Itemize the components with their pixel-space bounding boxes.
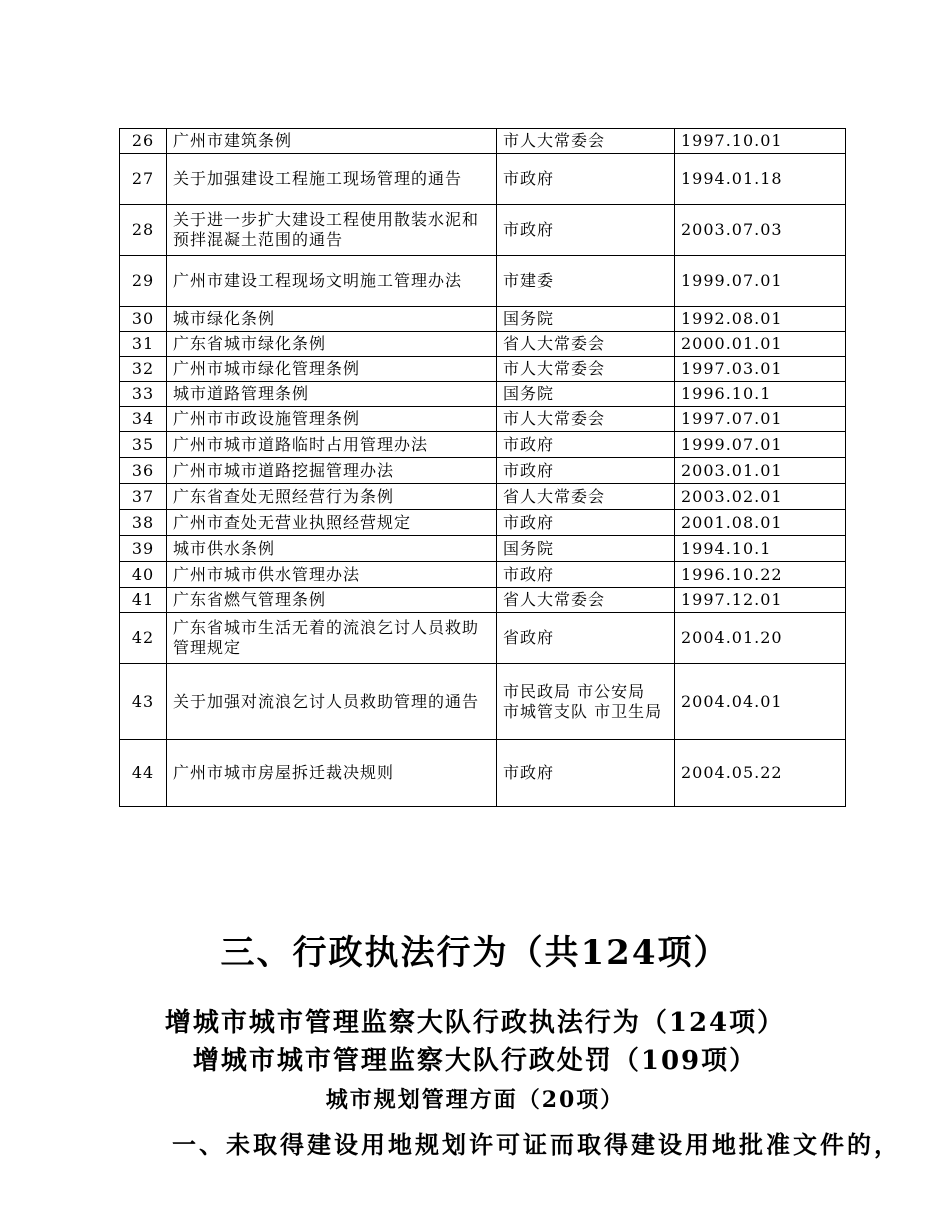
regulation-name: 城市道路管理条例 [167,382,497,407]
row-number: 41 [120,588,167,613]
issuing-authority: 省政府 [497,613,675,664]
section-heading: 三、行政执法行为（共124项） [220,933,730,973]
effective-date: 2004.01.20 [675,613,846,664]
issuing-authority: 市人大常委会 [497,407,675,432]
effective-date: 1999.07.01 [675,432,846,458]
issuing-authority: 市人大常委会 [497,129,675,154]
regulation-name: 关于加强对流浪乞讨人员救助管理的通告 [167,664,497,740]
regulation-name: 广州市市政设施管理条例 [167,407,497,432]
issuing-authority: 省人大常委会 [497,588,675,613]
table-row [120,458,846,484]
table-row [120,332,846,357]
table-row [120,407,846,432]
row-number: 32 [120,357,167,382]
table-row [120,613,846,664]
regulation-name: 广州市建设工程现场文明施工管理办法 [167,256,497,307]
issuing-authority: 市人大常委会 [497,357,675,382]
row-number: 26 [120,129,167,154]
row-number: 29 [120,256,167,307]
effective-date: 1999.07.01 [675,256,846,307]
regulation-name: 广州市城市绿化管理条例 [167,357,497,382]
row-number: 35 [120,432,167,458]
row-number: 40 [120,562,167,588]
issuing-authority: 省人大常委会 [497,484,675,510]
row-number: 42 [120,613,167,664]
row-number: 34 [120,407,167,432]
table-row [120,129,846,154]
table-row [120,256,846,307]
effective-date: 2004.04.01 [675,664,846,740]
table-row [120,740,846,807]
issuing-authority: 市民政局 市公安局 市城管支队 市卫生局 [497,664,675,740]
effective-date: 1994.10.1 [675,536,846,562]
row-number: 28 [120,205,167,256]
table-row [120,205,846,256]
row-number: 44 [120,740,167,807]
issuing-authority: 省人大常委会 [497,332,675,357]
row-number: 36 [120,458,167,484]
regulations-table [119,128,846,807]
regulation-name: 广州市城市道路临时占用管理办法 [167,432,497,458]
effective-date: 1994.01.18 [675,154,846,205]
regulation-name: 广州市城市道路挖掘管理办法 [167,458,497,484]
effective-date: 2001.08.01 [675,510,846,536]
clause-text: 一、未取得建设用地规划许可证而取得建设用地批准文件的， [172,1130,901,1159]
row-number: 43 [120,664,167,740]
regulation-name: 城市绿化条例 [167,307,497,332]
regulation-name: 广东省城市绿化条例 [167,332,497,357]
effective-date: 1997.12.01 [675,588,846,613]
effective-date: 1996.10.22 [675,562,846,588]
effective-date: 1997.07.01 [675,407,846,432]
table-row [120,484,846,510]
table-row [120,536,846,562]
regulation-name: 广东省城市生活无着的流浪乞讨人员救助管理规定 [167,613,497,664]
effective-date: 1992.08.01 [675,307,846,332]
subheading-penalties: 增城市城市管理监察大队行政处罚（109项） [192,1046,758,1076]
effective-date: 1997.03.01 [675,357,846,382]
issuing-authority: 市政府 [497,562,675,588]
issuing-authority: 市政府 [497,432,675,458]
regulation-name: 广州市城市房屋拆迁裁决规则 [167,740,497,807]
regulation-name: 广东省燃气管理条例 [167,588,497,613]
category-heading: 城市规划管理方面（20项） [325,1087,625,1113]
effective-date: 1996.10.1 [675,382,846,407]
table-row [120,357,846,382]
effective-date: 2003.01.01 [675,458,846,484]
issuing-authority: 国务院 [497,307,675,332]
issuing-authority: 市政府 [497,510,675,536]
effective-date: 2004.05.22 [675,740,846,807]
table-row [120,382,846,407]
row-number: 27 [120,154,167,205]
regulation-name: 广东省查处无照经营行为条例 [167,484,497,510]
row-number: 39 [120,536,167,562]
row-number: 31 [120,332,167,357]
table-row [120,664,846,740]
regulation-name: 广州市建筑条例 [167,129,497,154]
row-number: 30 [120,307,167,332]
issuing-authority: 国务院 [497,382,675,407]
effective-date: 2000.01.01 [675,332,846,357]
table-row [120,154,846,205]
regulation-name: 城市供水条例 [167,536,497,562]
issuing-authority: 市政府 [497,205,675,256]
issuing-authority: 国务院 [497,536,675,562]
effective-date: 2003.02.01 [675,484,846,510]
issuing-authority: 市政府 [497,740,675,807]
effective-date: 2003.07.03 [675,205,846,256]
regulation-name: 广州市城市供水管理办法 [167,562,497,588]
row-number: 37 [120,484,167,510]
table-row [120,432,846,458]
table-row [120,307,846,332]
issuing-authority: 市政府 [497,458,675,484]
regulation-name: 广州市查处无营业执照经营规定 [167,510,497,536]
table-row [120,562,846,588]
row-number: 38 [120,510,167,536]
table-row [120,510,846,536]
row-number: 33 [120,382,167,407]
subheading-enforcement: 增城市城市管理监察大队行政执法行为（124项） [164,1008,786,1038]
issuing-authority: 市政府 [497,154,675,205]
effective-date: 1997.10.01 [675,129,846,154]
regulation-name: 关于加强建设工程施工现场管理的通告 [167,154,497,205]
table-row [120,588,846,613]
issuing-authority: 市建委 [497,256,675,307]
regulation-name: 关于进一步扩大建设工程使用散装水泥和预拌混凝土范围的通告 [167,205,497,256]
